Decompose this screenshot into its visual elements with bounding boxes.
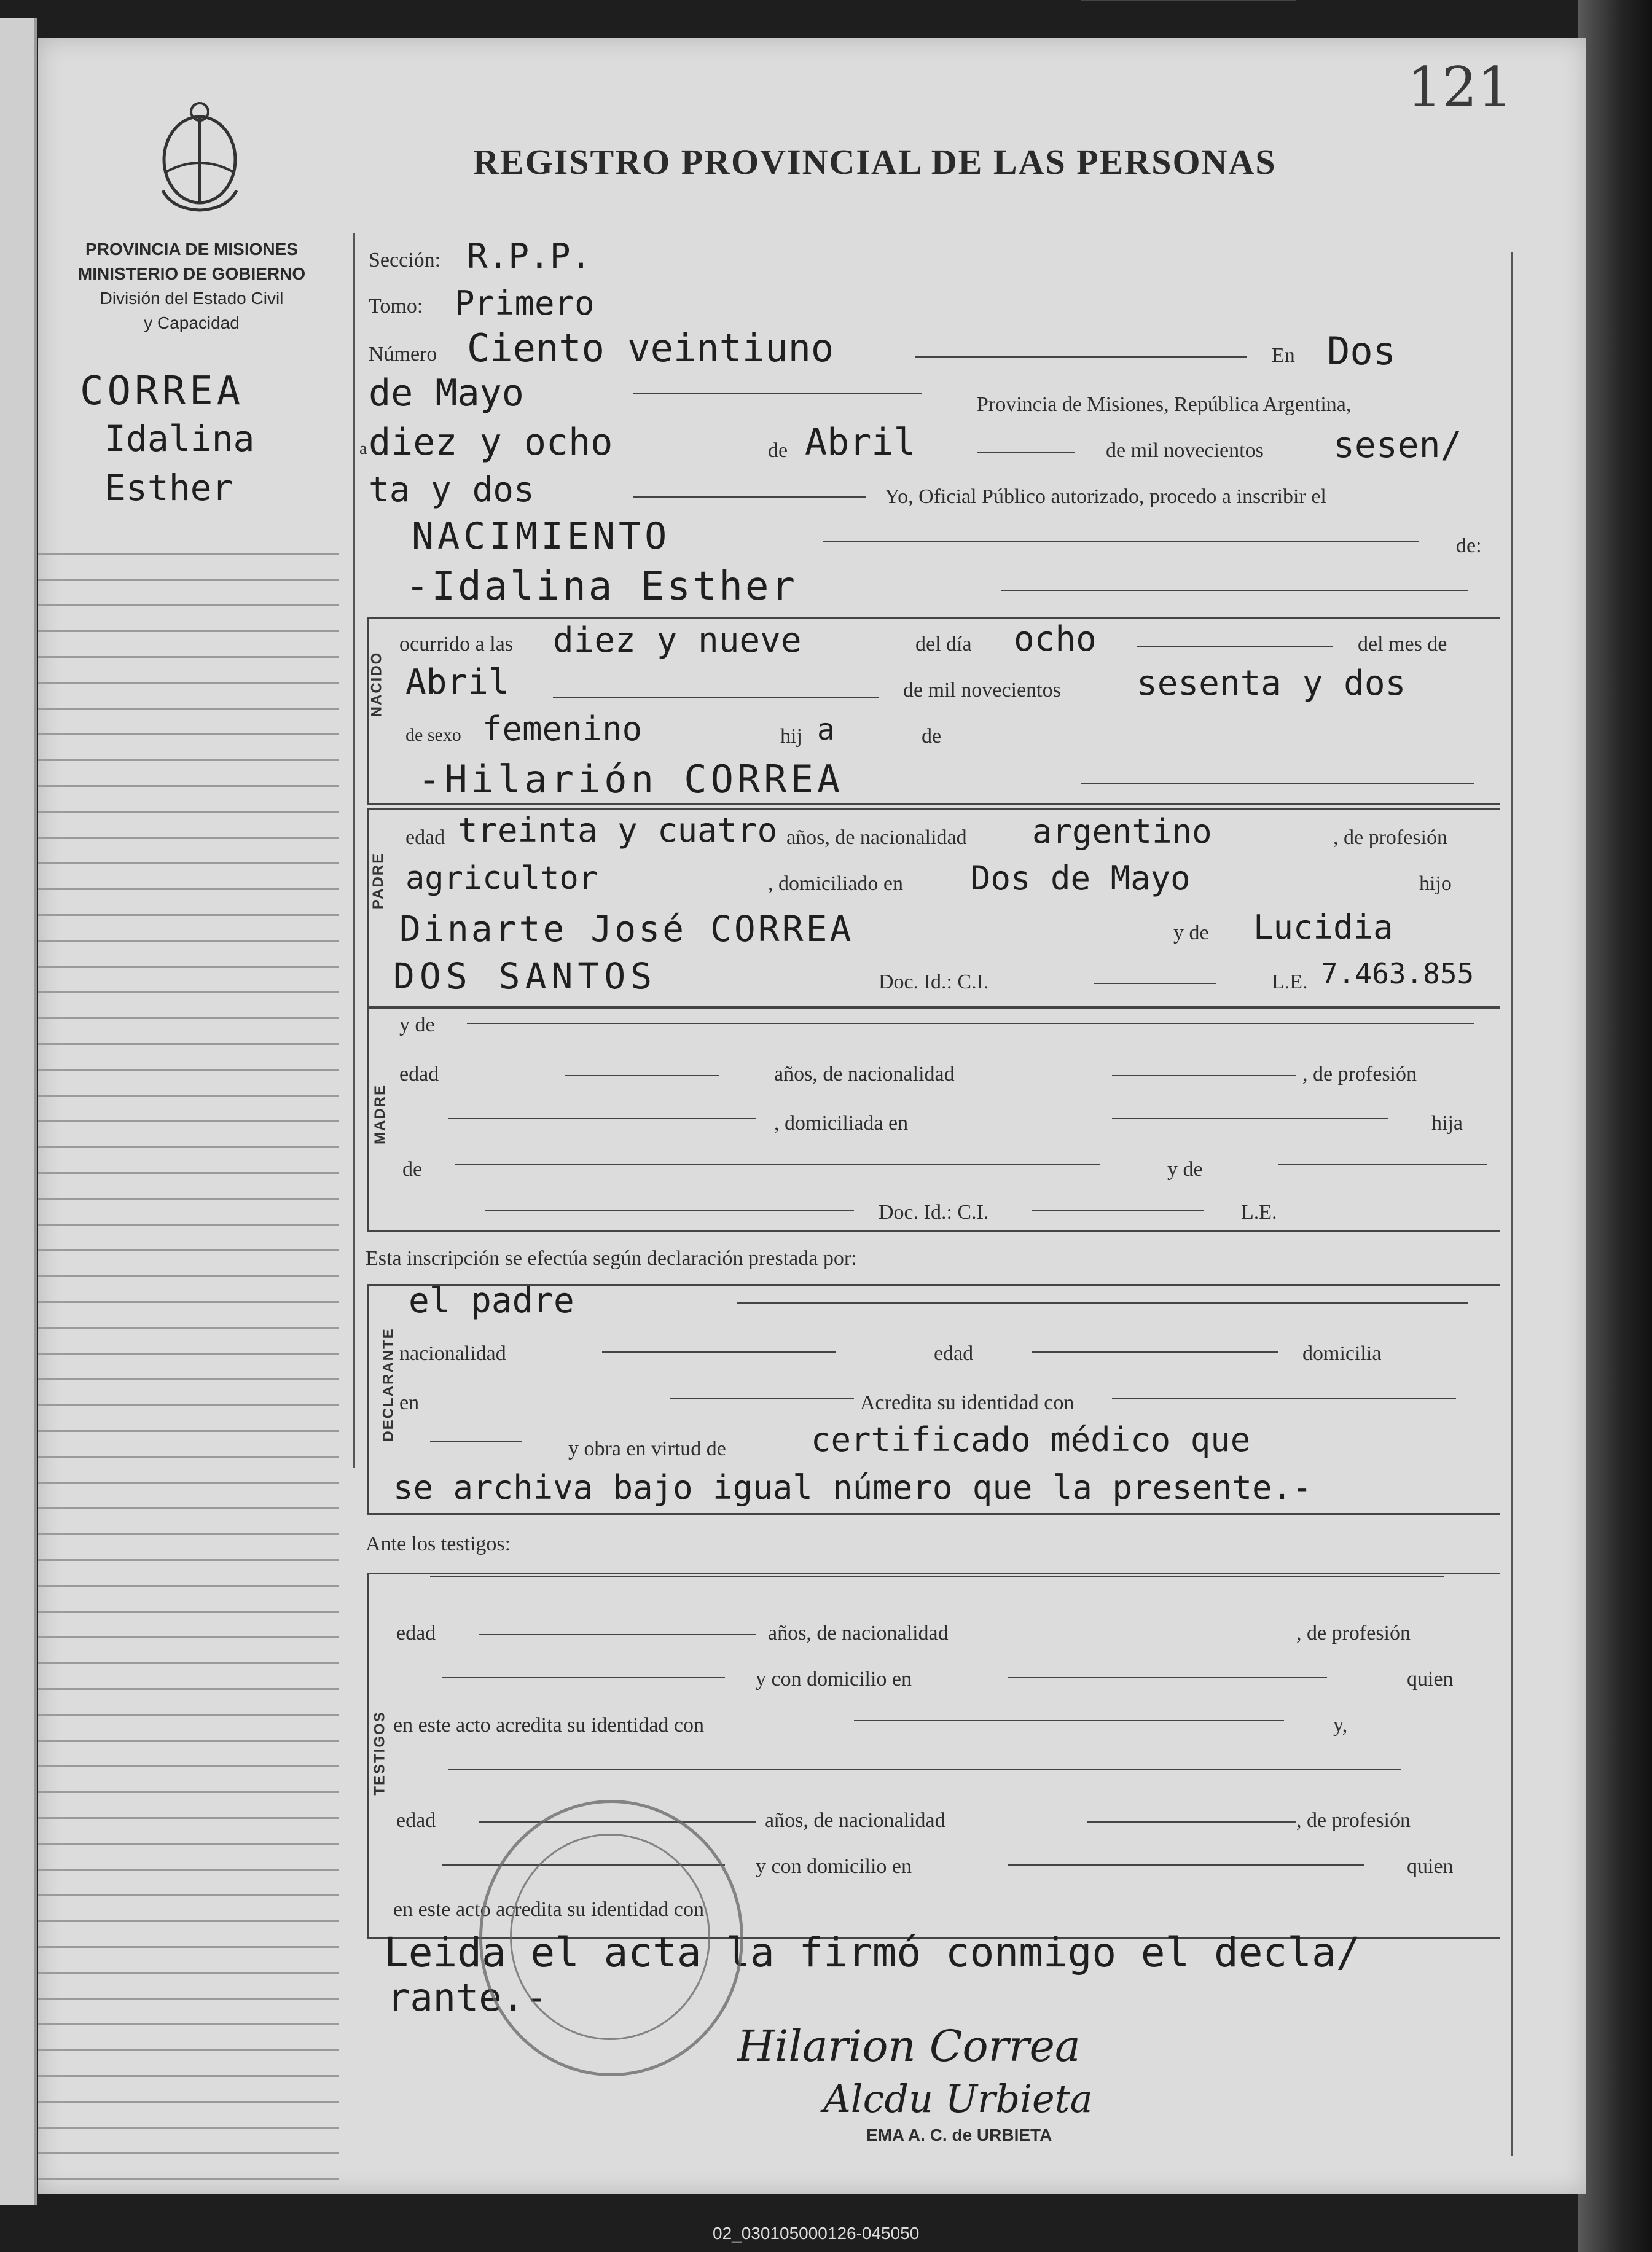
hijo-label: hijo: [1419, 872, 1452, 895]
hora-value: diez y nueve: [553, 620, 802, 660]
fill-line: [1087, 1821, 1296, 1823]
de-label-2: de: [922, 725, 942, 748]
margin-rule-line: [38, 1198, 339, 1200]
margin-rule-line: [38, 2178, 339, 2180]
margin-rule-line: [38, 1869, 339, 1871]
margin-rule-line: [38, 1843, 339, 1845]
madre-anos-label: años, de nacionalidad: [774, 1063, 955, 1085]
margin-rule-line: [38, 1404, 339, 1406]
side-label-testigos: TESTIGOS: [371, 1711, 388, 1796]
coat-of-arms-seal: [154, 98, 246, 215]
del-mes-label: del mes de: [1358, 633, 1447, 655]
anio-nac-value: sesenta y dos: [1137, 663, 1406, 703]
margin-rule-line: [38, 2075, 339, 2077]
dia-nac-value: ocho: [1014, 619, 1097, 659]
en-label: En: [1272, 344, 1295, 367]
margin-rule-line: [38, 1611, 339, 1613]
provincia-label: Provincia de Misiones, República Argentina,: [977, 393, 1352, 416]
margin-rule-line: [38, 1998, 339, 2000]
margin-rule-line: [38, 1249, 339, 1251]
margin-rule-line: [38, 966, 339, 968]
margin-rule-line: [38, 2152, 339, 2154]
margin-rule-line: [38, 656, 339, 658]
margin-rule-line: [38, 1095, 339, 1097]
doc-id-label: Doc. Id.: C.I.: [879, 971, 989, 993]
margin-rule-line: [38, 1146, 339, 1148]
prof-padre-value: agricultor: [405, 860, 598, 897]
de-colon-label: de:: [1456, 534, 1482, 557]
domicilia-label: domicilia: [1302, 1342, 1382, 1365]
profesion-label: , de profesión: [1333, 826, 1448, 849]
tipo-value: NACIMIENTO: [412, 515, 671, 558]
edad-label: edad: [405, 826, 445, 849]
virtud-value-1: certificado médico que: [811, 1420, 1251, 1459]
margin-rule-line: [38, 940, 339, 942]
margin-rule-line: [38, 1301, 339, 1303]
anio-value-1: sesen/: [1333, 424, 1462, 466]
seccion-value: R.P.P.: [467, 237, 592, 276]
anos-label: años, de nacionalidad: [786, 826, 967, 849]
margin-rule-line: [38, 1688, 339, 1690]
fill-line: [479, 1634, 756, 1635]
testigo2-profesion-label: , de profesión: [1296, 1809, 1411, 1832]
acredita-label: Acredita su identidad con: [860, 1391, 1075, 1414]
fill-line: [1137, 646, 1333, 647]
margin-rule-line: [38, 2049, 339, 2051]
padre-value: -Hilarión CORREA: [418, 757, 844, 802]
margin-rule-line: [38, 1482, 339, 1484]
a-label: a: [359, 439, 367, 458]
official-stamp-inner: [510, 1834, 710, 2040]
madre-y-de-label: y de: [399, 1014, 435, 1036]
ante-testigos-label: Ante los testigos:: [366, 1533, 511, 1555]
fill-line: [1008, 1677, 1327, 1678]
numero-value: Ciento veintiuno: [467, 326, 834, 370]
issuer-line-2: MINISTERIO DE GOBIERNO: [77, 264, 306, 283]
margin-rule-line: [38, 1224, 339, 1226]
signature-declarante: Hilarion Correa: [737, 2021, 1081, 2071]
testigo1-quien-label: quien: [1407, 1668, 1454, 1691]
margin-rule-line: [38, 1533, 339, 1535]
fill-line: [448, 1118, 756, 1119]
margin-rule-line: [38, 2127, 339, 2129]
margin-rule-line: [38, 1507, 339, 1509]
margin-rule-line: [38, 1740, 339, 1742]
fill-line: [977, 452, 1075, 453]
madre-y-de-label-2: y de: [1167, 1158, 1203, 1181]
margin-rule-line: [38, 759, 339, 761]
fill-line: [1112, 1075, 1296, 1076]
testigo1-y-label: y,: [1333, 1714, 1348, 1737]
margin-rule-line: [38, 1894, 339, 1896]
tomo-label: Tomo:: [369, 295, 423, 318]
madre-de-label: de: [402, 1158, 423, 1181]
closing-text-2: rante.-: [387, 1975, 548, 2020]
fill-line: [1032, 1210, 1204, 1211]
fill-line: [633, 393, 922, 394]
margin-rule-line: [38, 837, 339, 839]
side-label-declarante: DECLARANTE: [380, 1327, 397, 1442]
fill-line: [1112, 1118, 1388, 1119]
issuer-line-4: y Capacidad: [144, 313, 240, 332]
y-obra-label: y obra en virtud de: [568, 1437, 726, 1460]
virtud-value-2: se archiva bajo igual número que la presente.-: [393, 1468, 1312, 1507]
margin-rule-line: [38, 1636, 339, 1638]
margin-rule-line: [38, 888, 339, 890]
image-id-footer: 02_030105000126-045050: [713, 2224, 920, 2243]
fill-line: [633, 496, 866, 498]
margin-rule-line: [38, 914, 339, 916]
mes-nac-value: Abril: [405, 662, 509, 702]
margin-middle-name: Esther: [104, 467, 233, 509]
margin-rule-line: [38, 2101, 339, 2103]
sexo-label: de sexo: [405, 725, 461, 745]
fill-line: [602, 1351, 836, 1353]
fill-line: [565, 1075, 719, 1076]
margin-rule-line: [38, 1430, 339, 1432]
margin-rule-line: [38, 1765, 339, 1767]
margin-rule-line: [38, 1946, 339, 1948]
margin-rule-line: [38, 1920, 339, 1922]
margin-rule-line: [38, 682, 339, 684]
testigo2-edad-label: edad: [396, 1809, 436, 1832]
testigo1-acredita-label: en este acto acredita su identidad con: [393, 1714, 704, 1737]
tomo-value: Primero: [455, 284, 595, 323]
margin-rule-line: [38, 1585, 339, 1587]
sexo-value: femenino: [482, 710, 643, 748]
ocurrido-label: ocurrido a las: [399, 633, 514, 655]
fill-line: [485, 1210, 854, 1211]
le-value: 7.463.855: [1321, 957, 1474, 990]
hij-suffix: a: [817, 713, 835, 747]
page-number: 121: [1407, 55, 1513, 120]
domiciliado-label: , domiciliado en: [768, 872, 904, 895]
margin-rule-line: [38, 1972, 339, 1974]
fill-line: [1112, 1398, 1456, 1399]
le-label: L.E.: [1272, 971, 1308, 993]
seccion-label: Sección:: [369, 249, 441, 272]
margin-rule-line: [38, 1017, 339, 1019]
testigo1-edad-label: edad: [396, 1622, 436, 1644]
margin-rule-line: [38, 1043, 339, 1045]
fill-line: [1081, 0, 1296, 1]
margin-rule-line: [38, 785, 339, 787]
declarante-en-label: en: [399, 1391, 420, 1414]
page-title: REGISTRO PROVINCIAL DE LAS PERSONAS: [473, 142, 1277, 182]
fill-line: [430, 1576, 1444, 1577]
en-value: Dos: [1327, 329, 1396, 373]
form-right-rule: [1511, 252, 1513, 2156]
form-left-rule: [353, 233, 355, 1468]
mes-value: Abril: [805, 421, 916, 464]
margin-rule-line: [38, 1817, 339, 1819]
margin-rule-line: [38, 553, 339, 555]
y-de-label: y de: [1173, 921, 1209, 944]
margin-rule-line: [38, 1559, 339, 1561]
book-spine: [0, 18, 37, 2205]
fill-line: [442, 1677, 725, 1678]
fill-line: [1032, 1351, 1278, 1353]
margin-rule-line: [38, 1456, 339, 1458]
testigo2-domicilio-label: y con domicilio en: [756, 1855, 912, 1878]
hij-label: hij: [780, 725, 802, 748]
margin-rule-line: [38, 708, 339, 710]
fill-line: [1278, 1164, 1487, 1165]
fill-line: [1081, 783, 1474, 784]
fill-line: [670, 1398, 854, 1399]
issuer-line-1: PROVINCIA DE MISIONES: [85, 240, 298, 259]
madre-profesion-label: , de profesión: [1302, 1063, 1417, 1085]
place-value: de Mayo: [369, 372, 524, 415]
margin-rule-line: [38, 991, 339, 993]
margin-rule-line: [38, 604, 339, 606]
margin-first-name: Idalina: [104, 418, 255, 459]
margin-rule-line: [38, 1353, 339, 1355]
margin-rule-line: [38, 1327, 339, 1329]
hija-label: hija: [1431, 1112, 1463, 1135]
testigo1-anos-label: años, de nacionalidad: [768, 1622, 949, 1644]
closing-text-1: Leida el acta la firmó conmigo el decla/: [384, 1929, 1361, 1976]
fill-line: [915, 356, 1247, 358]
officer-stamp-text: EMA A. C. de URBIETA: [866, 2125, 1052, 2144]
testigo1-domicilio-label: y con domicilio en: [756, 1668, 912, 1691]
fill-line: [448, 1769, 1401, 1770]
madre-edad-label: edad: [399, 1063, 439, 1085]
oficial-label: Yo, Oficial Público autorizado, procedo a inscribir el: [885, 485, 1326, 508]
madre-box: [367, 1007, 1500, 1232]
margin-rule-line: [38, 1714, 339, 1716]
testigo2-acredita-label: en este acto acredita su identidad con: [393, 1898, 704, 1921]
declarante-edad-label: edad: [934, 1342, 974, 1365]
margin-rule-line: [38, 1120, 339, 1122]
issuer-block: [38, 237, 345, 335]
dom-padre-value: Dos de Mayo: [971, 859, 1191, 897]
fill-line: [1001, 590, 1468, 591]
testigo2-anos-label: años, de nacionalidad: [765, 1809, 945, 1832]
testigo1-profesion-label: , de profesión: [1296, 1622, 1411, 1644]
anio-value-2: ta y dos: [369, 470, 534, 510]
dia-value: diez y ocho: [369, 421, 613, 464]
fill-line: [854, 1720, 1284, 1721]
issuer-line-3: División del Estado Civil: [100, 289, 284, 308]
fill-line: [823, 541, 1419, 542]
declarante-nac-label: nacionalidad: [399, 1342, 506, 1365]
abuela-value-2: DOS SANTOS: [393, 955, 657, 997]
fill-line: [455, 1164, 1100, 1165]
margin-rule-line: [38, 1275, 339, 1277]
side-label-nacido: NACIDO: [368, 651, 385, 717]
margin-rule-line: [38, 1662, 339, 1664]
margin-rule-line: [38, 1791, 339, 1793]
fill-line: [1008, 1864, 1364, 1866]
edad-padre-value: treinta y cuatro: [458, 811, 778, 850]
madre-le-label: L.E.: [1241, 1201, 1277, 1224]
margin-rule-line: [38, 1378, 339, 1380]
abuelo-value: Dinarte José CORREA: [399, 908, 854, 950]
numero-label: Número: [369, 343, 437, 366]
testigo2-quien-label: quien: [1407, 1855, 1454, 1878]
side-label-padre: PADRE: [370, 852, 387, 910]
margin-rule-line: [38, 579, 339, 581]
nombre-value: -Idalina Esther: [405, 564, 797, 609]
fill-line: [737, 1302, 1468, 1304]
margin-surname: CORREA: [80, 369, 245, 414]
mil-nov-label: de mil novecientos: [903, 679, 1061, 702]
mil-novecientos-label: de mil novecientos: [1106, 439, 1264, 462]
margin-rule-line: [38, 630, 339, 632]
domiciliada-label: , domiciliada en: [774, 1112, 909, 1135]
madre-doc-label: Doc. Id.: C.I.: [879, 1201, 989, 1224]
fill-line: [553, 697, 879, 698]
inscripcion-label: Esta inscripción se efectúa según declaración prestada por:: [366, 1247, 857, 1270]
de-label: de: [768, 439, 788, 462]
abuela-value-1: Lucidia: [1253, 908, 1393, 947]
fill-line: [1094, 983, 1216, 984]
margin-rule-line: [38, 1069, 339, 1071]
margin-rule-line: [38, 733, 339, 735]
declarante-value: el padre: [409, 1281, 574, 1321]
nac-padre-value: argentino: [1032, 812, 1212, 851]
fill-line: [430, 1441, 522, 1442]
margin-rule-line: [38, 862, 339, 864]
side-label-madre: MADRE: [372, 1084, 388, 1144]
margin-rule-line: [38, 811, 339, 813]
signature-officer: Alcdu Urbieta: [823, 2076, 1093, 2121]
fill-line: [467, 1023, 1474, 1024]
book-cover-edge: [1578, 0, 1652, 2252]
margin-rule-line: [38, 2023, 339, 2025]
del-dia-label: del día: [915, 633, 972, 655]
margin-rule-line: [38, 1172, 339, 1174]
